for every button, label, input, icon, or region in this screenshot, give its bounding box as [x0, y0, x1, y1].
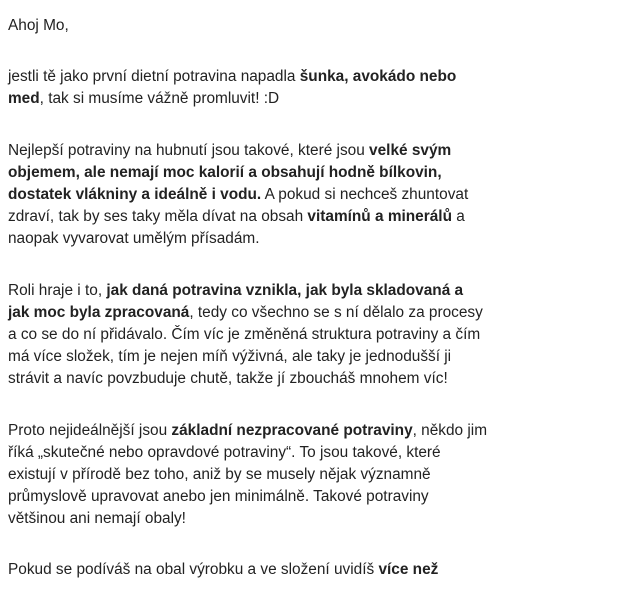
text-run: A pokud si nechceš zhuntovat zdraví, tak by ses taky měla dívat na obsah: [8, 186, 469, 225]
text-run-bold: vitamínů a minerálů: [307, 208, 452, 225]
text-run: Pokud se podíváš na obal výrobku a ve složení uvidíš: [8, 561, 379, 578]
paragraph-processing: [8, 280, 488, 390]
paragraph-best-foods: [8, 140, 488, 250]
text-run: , tedy co všechno se s ní dělalo za procesy a co se do ní přidávalo. Čím víc je změněná struktura potraviny a čím má více složek, tím je nejen míň výživná, ale taky je jednodušší ji strávit a navíc povzbuduje chutě, takže jí zboucháš mnohem víc!: [8, 304, 483, 387]
text-run: jestli tě jako první dietní potravina napadla: [8, 68, 300, 85]
text-run: Nejlepší potraviny na hubnutí jsou takové, které jsou: [8, 142, 370, 159]
paragraph-intro: [8, 66, 488, 110]
text-run: Proto nejideálnější jsou: [8, 422, 172, 439]
text-run-bold: jak daná potravina vznikla, jak byla skladovaná a jak moc byla zpracovaná: [8, 282, 464, 321]
email-greeting: Ahoj Mo,: [8, 17, 69, 34]
text-run-bold: více než: [378, 561, 439, 578]
text-run: a naopak vyvarovat umělým přísadám.: [8, 208, 465, 247]
text-run: Roli hraje i to,: [8, 282, 107, 299]
text-run-bold: základní nezpracované potraviny: [171, 422, 413, 439]
text-run-bold: šunka, avokádo nebo med: [8, 68, 457, 107]
paragraph-real-foods: [8, 420, 488, 530]
text-run-bold: velké svým objemem, ale nemají moc kalorií a obsahují hodně bílkovin, dostatek vlákniny a ideálně i vodu.: [8, 142, 452, 203]
paragraph-packaging: [8, 559, 488, 581]
text-run: , tak si musíme vážně promluvit! :D: [39, 90, 280, 107]
text-run: , někdo jim říká „skutečné nebo opravdové potraviny“. To jsou takové, které existují v přírodě bez toho, aniž by se musely nějak významně průmyslově upravovat anebo jen minimálně. Takové potraviny většinou ani nemají obaly!: [8, 422, 488, 527]
email-body: [8, 15, 488, 603]
